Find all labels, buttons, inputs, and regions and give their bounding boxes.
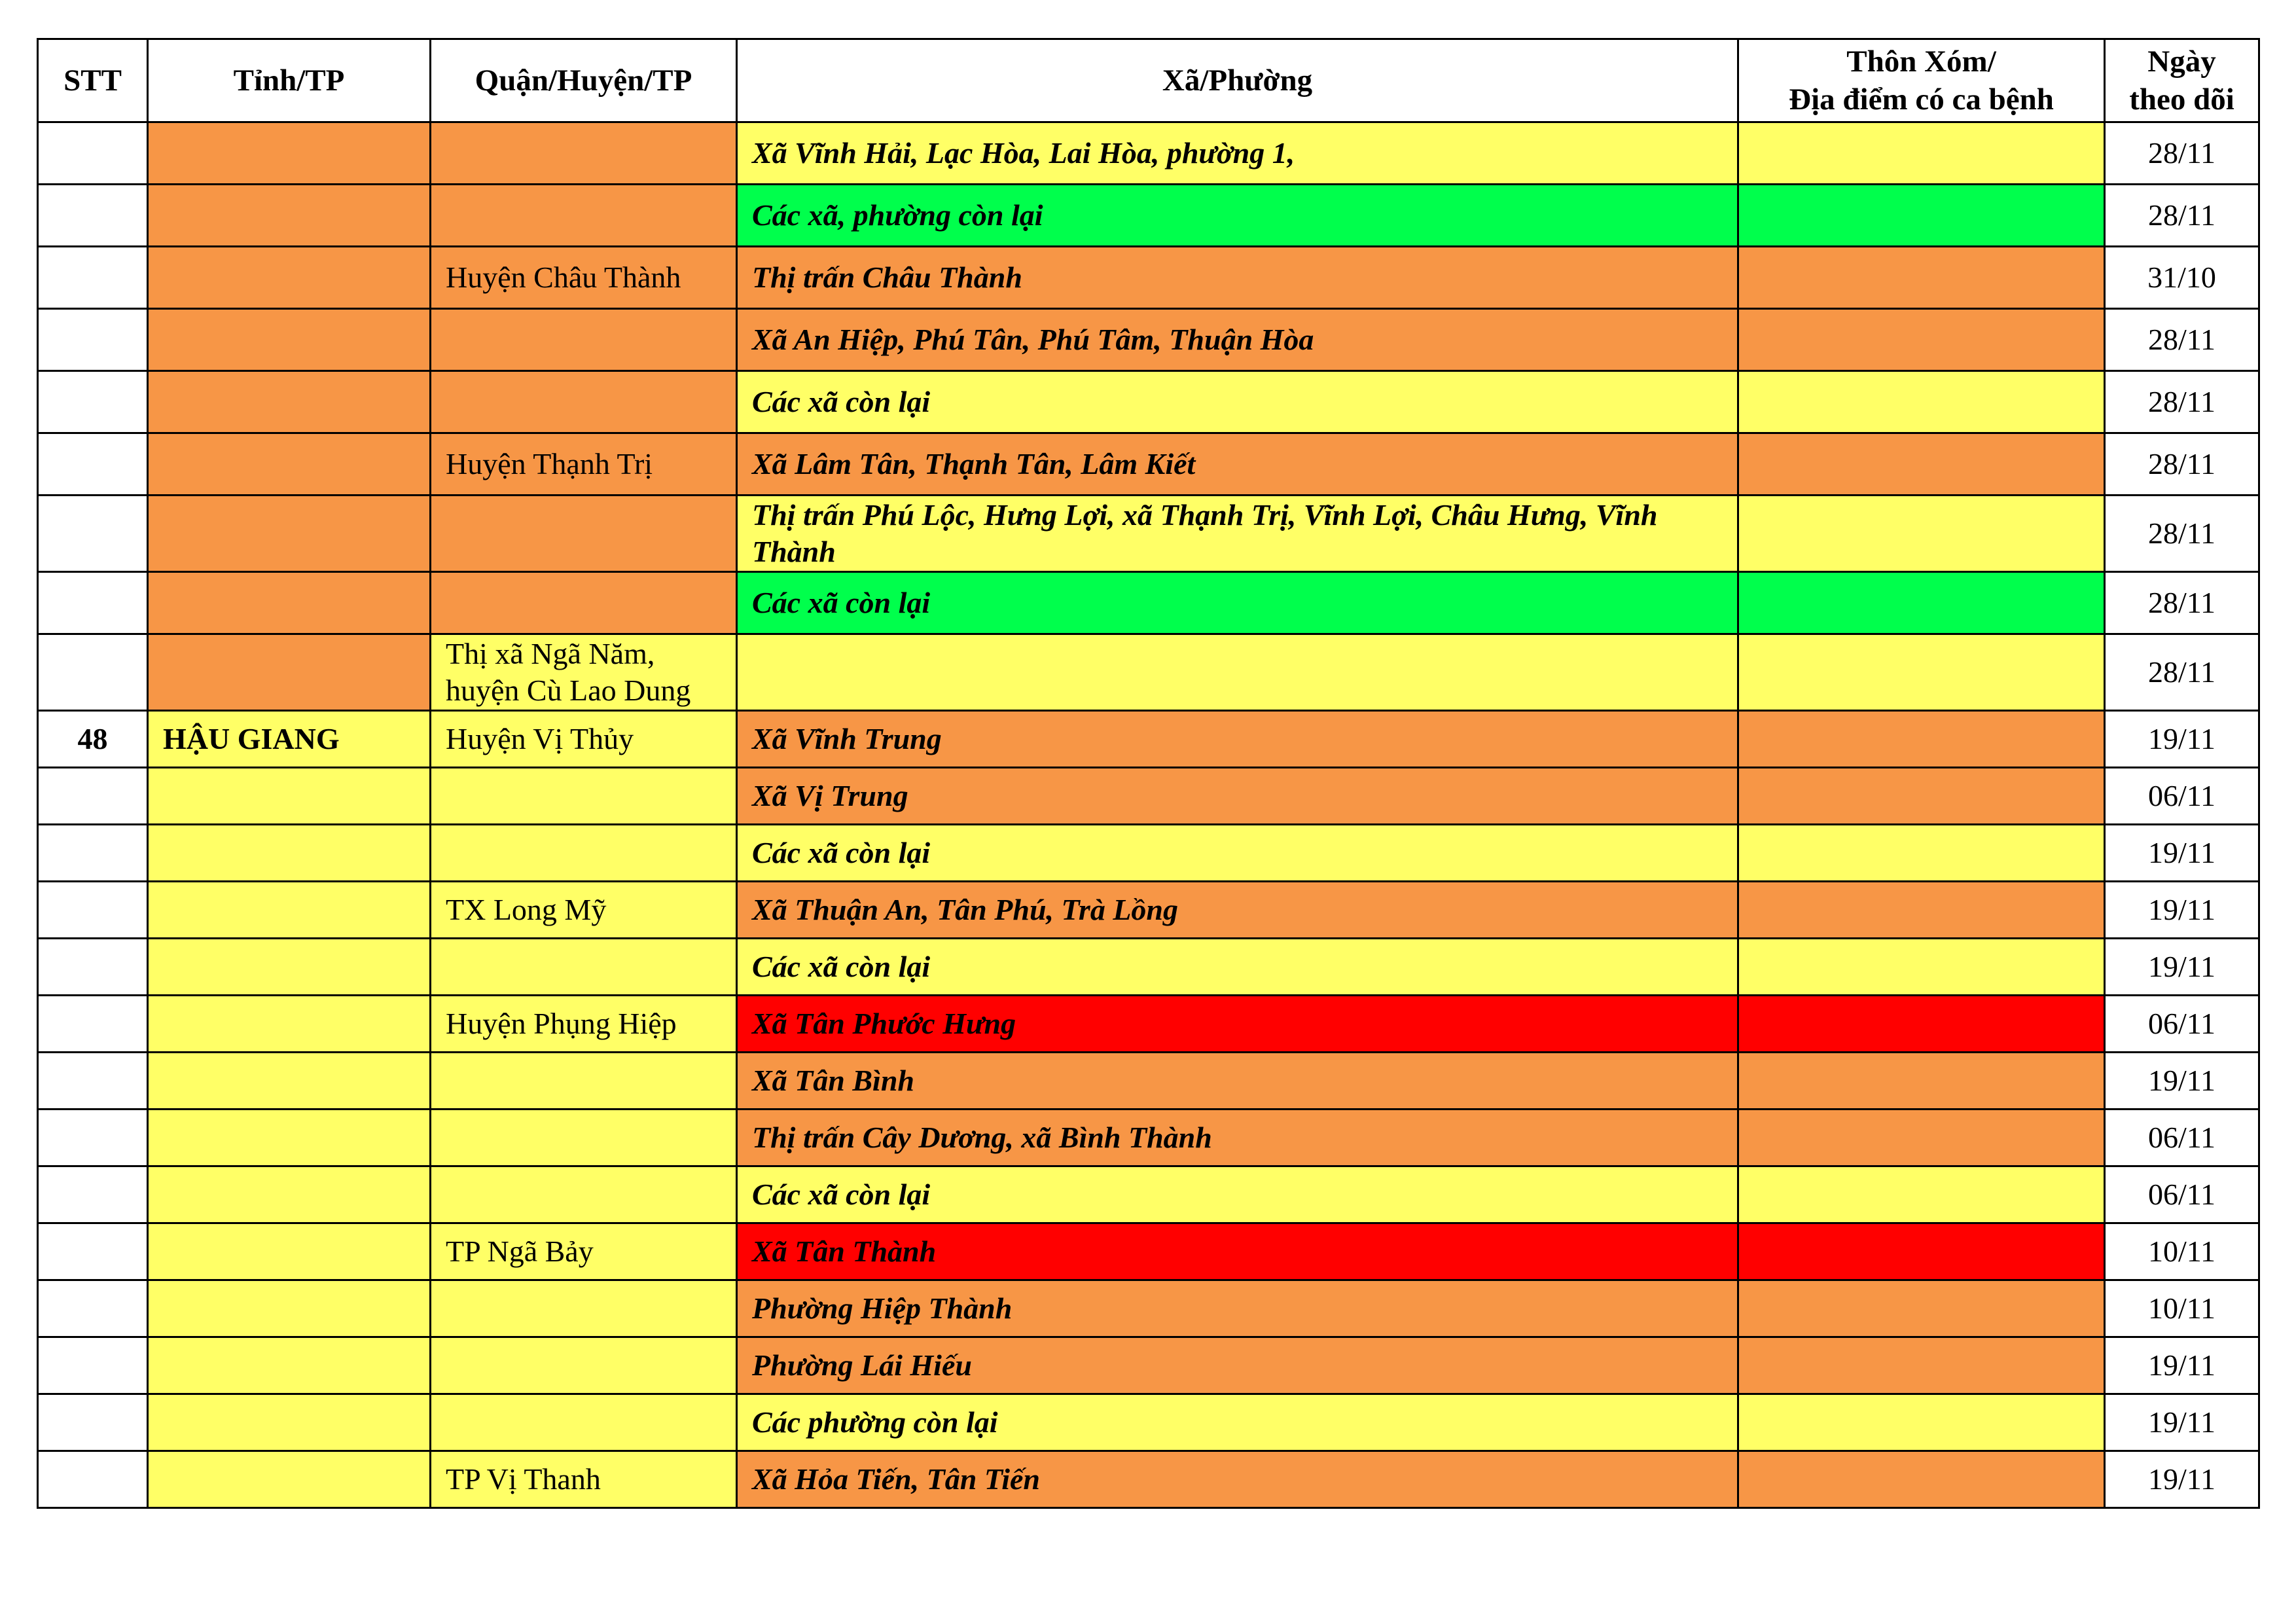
cell-tinh — [148, 1223, 431, 1280]
cell-ngay: 28/11 — [2105, 122, 2259, 185]
cell-quan: Huyện Vị Thủy — [431, 711, 737, 768]
cell-xa: Xã Tân Phước Hưng — [737, 996, 1738, 1053]
cell-thon — [1738, 1337, 2105, 1394]
cell-quan — [431, 1110, 737, 1166]
cell-ngay: 06/11 — [2105, 996, 2259, 1053]
cell-quan — [431, 1394, 737, 1451]
cell-ngay: 19/11 — [2105, 882, 2259, 939]
cell-stt — [38, 939, 148, 996]
cell-quan: Huyện Phụng Hiệp — [431, 996, 737, 1053]
cell-ngay: 06/11 — [2105, 1166, 2259, 1223]
cell-stt — [38, 1053, 148, 1110]
covid-zone-table — [37, 38, 2260, 1509]
cell-quan: TP Vị Thanh — [431, 1451, 737, 1508]
header-quan: Quận/Huyện/TP — [431, 39, 737, 122]
cell-ngay: 28/11 — [2105, 309, 2259, 371]
cell-ngay: 19/11 — [2105, 1053, 2259, 1110]
table-row — [38, 825, 2259, 882]
table-body — [38, 122, 2259, 1508]
cell-quan: Thị xã Ngã Năm, huyện Cù Lao Dung — [431, 634, 737, 711]
table-row — [38, 1394, 2259, 1451]
cell-xa: Các phường còn lại — [737, 1394, 1738, 1451]
cell-xa: Các xã còn lại — [737, 371, 1738, 433]
cell-ngay: 31/10 — [2105, 247, 2259, 309]
cell-tinh — [148, 1053, 431, 1110]
table-row — [38, 572, 2259, 634]
cell-thon — [1738, 939, 2105, 996]
cell-stt — [38, 371, 148, 433]
cell-thon — [1738, 1166, 2105, 1223]
cell-stt — [38, 996, 148, 1053]
cell-ngay: 06/11 — [2105, 1110, 2259, 1166]
cell-xa: Xã Vĩnh Hải, Lạc Hòa, Lai Hòa, phường 1, — [737, 122, 1738, 185]
cell-ngay: 28/11 — [2105, 371, 2259, 433]
cell-stt — [38, 882, 148, 939]
cell-ngay: 28/11 — [2105, 433, 2259, 496]
header-ngay-line1: Ngày — [2147, 45, 2216, 79]
cell-xa: Thị trấn Cây Dương, xã Bình Thành — [737, 1110, 1738, 1166]
cell-stt — [38, 1223, 148, 1280]
cell-thon — [1738, 1110, 2105, 1166]
cell-xa: Xã An Hiệp, Phú Tân, Phú Tâm, Thuận Hòa — [737, 309, 1738, 371]
cell-ngay: 28/11 — [2105, 496, 2259, 572]
header-ngay — [2105, 39, 2259, 122]
cell-thon — [1738, 247, 2105, 309]
cell-xa: Xã Lâm Tân, Thạnh Tân, Lâm Kiết — [737, 433, 1738, 496]
cell-thon — [1738, 309, 2105, 371]
cell-tinh — [148, 247, 431, 309]
table-row — [38, 309, 2259, 371]
cell-thon — [1738, 1394, 2105, 1451]
table-row — [38, 1223, 2259, 1280]
cell-xa: Xã Hỏa Tiến, Tân Tiến — [737, 1451, 1738, 1508]
cell-thon — [1738, 634, 2105, 711]
table-row — [38, 634, 2259, 711]
cell-quan — [431, 572, 737, 634]
table-row — [38, 1280, 2259, 1337]
cell-quan — [431, 185, 737, 247]
cell-xa: Phường Hiệp Thành — [737, 1280, 1738, 1337]
table-row — [38, 711, 2259, 768]
cell-xa: Xã Tân Thành — [737, 1223, 1738, 1280]
header-stt: STT — [38, 39, 148, 122]
table-row — [38, 1166, 2259, 1223]
cell-thon — [1738, 825, 2105, 882]
header-thon-line1: Thôn Xóm/ — [1846, 45, 1996, 79]
table-row — [38, 768, 2259, 825]
cell-tinh — [148, 1451, 431, 1508]
cell-tinh — [148, 1337, 431, 1394]
cell-quan — [431, 1053, 737, 1110]
cell-tinh — [148, 496, 431, 572]
cell-ngay: 19/11 — [2105, 1451, 2259, 1508]
cell-stt — [38, 433, 148, 496]
cell-quan — [431, 309, 737, 371]
cell-tinh — [148, 939, 431, 996]
cell-thon — [1738, 711, 2105, 768]
cell-thon — [1738, 371, 2105, 433]
cell-thon — [1738, 122, 2105, 185]
cell-stt — [38, 1166, 148, 1223]
cell-xa: Thị trấn Phú Lộc, Hưng Lợi, xã Thạnh Trị, Vĩnh Lợi, Châu Hưng, Vĩnh Thành — [737, 496, 1738, 572]
cell-tinh — [148, 825, 431, 882]
cell-ngay: 28/11 — [2105, 634, 2259, 711]
cell-stt: 48 — [38, 711, 148, 768]
cell-xa: Các xã còn lại — [737, 572, 1738, 634]
header-tinh: Tỉnh/TP — [148, 39, 431, 122]
cell-tinh — [148, 185, 431, 247]
cell-stt — [38, 572, 148, 634]
cell-ngay: 19/11 — [2105, 825, 2259, 882]
cell-quan — [431, 1280, 737, 1337]
cell-ngay: 19/11 — [2105, 711, 2259, 768]
cell-thon — [1738, 882, 2105, 939]
cell-stt — [38, 309, 148, 371]
cell-thon — [1738, 433, 2105, 496]
header-ngay-line2: theo dõi — [2129, 82, 2234, 117]
cell-thon — [1738, 1451, 2105, 1508]
cell-thon — [1738, 496, 2105, 572]
cell-thon — [1738, 768, 2105, 825]
cell-stt — [38, 1110, 148, 1166]
table-row — [38, 1110, 2259, 1166]
cell-xa: Thị trấn Châu Thành — [737, 247, 1738, 309]
cell-ngay: 19/11 — [2105, 939, 2259, 996]
cell-tinh — [148, 1280, 431, 1337]
cell-quan — [431, 371, 737, 433]
cell-tinh — [148, 768, 431, 825]
cell-quan — [431, 768, 737, 825]
cell-xa: Xã Thuận An, Tân Phú, Trà Lồng — [737, 882, 1738, 939]
cell-tinh — [148, 371, 431, 433]
table-row — [38, 247, 2259, 309]
table-row — [38, 122, 2259, 185]
cell-xa: Các xã còn lại — [737, 825, 1738, 882]
cell-thon — [1738, 572, 2105, 634]
header-thon-line2: Địa điểm có ca bệnh — [1789, 82, 2054, 117]
table-header-row — [38, 39, 2259, 122]
table-row — [38, 882, 2259, 939]
cell-tinh — [148, 882, 431, 939]
cell-quan — [431, 122, 737, 185]
cell-tinh — [148, 122, 431, 185]
cell-tinh — [148, 1166, 431, 1223]
cell-xa — [737, 634, 1738, 711]
cell-quan — [431, 825, 737, 882]
cell-tinh — [148, 634, 431, 711]
cell-quan: Huyện Thạnh Trị — [431, 433, 737, 496]
table-row — [38, 1053, 2259, 1110]
cell-ngay: 10/11 — [2105, 1223, 2259, 1280]
cell-stt — [38, 825, 148, 882]
cell-stt — [38, 1451, 148, 1508]
cell-xa: Xã Vĩnh Trung — [737, 711, 1738, 768]
cell-ngay: 28/11 — [2105, 572, 2259, 634]
header-thon — [1738, 39, 2105, 122]
cell-stt — [38, 1394, 148, 1451]
table-row — [38, 939, 2259, 996]
cell-tinh — [148, 309, 431, 371]
cell-stt — [38, 768, 148, 825]
cell-stt — [38, 247, 148, 309]
cell-tinh — [148, 996, 431, 1053]
cell-stt — [38, 122, 148, 185]
cell-ngay: 28/11 — [2105, 185, 2259, 247]
cell-tinh — [148, 1394, 431, 1451]
cell-quan — [431, 496, 737, 572]
cell-xa: Xã Tân Bình — [737, 1053, 1738, 1110]
cell-ngay: 19/11 — [2105, 1394, 2259, 1451]
cell-stt — [38, 1337, 148, 1394]
cell-quan: TX Long Mỹ — [431, 882, 737, 939]
table-row — [38, 371, 2259, 433]
cell-tinh — [148, 433, 431, 496]
cell-stt — [38, 496, 148, 572]
cell-xa: Các xã còn lại — [737, 939, 1738, 996]
table-row — [38, 1337, 2259, 1394]
cell-quan — [431, 1166, 737, 1223]
cell-xa: Các xã, phường còn lại — [737, 185, 1738, 247]
cell-ngay: 19/11 — [2105, 1337, 2259, 1394]
cell-tinh — [148, 1110, 431, 1166]
table-row — [38, 433, 2259, 496]
table-row — [38, 996, 2259, 1053]
cell-xa: Các xã còn lại — [737, 1166, 1738, 1223]
cell-stt — [38, 634, 148, 711]
cell-stt — [38, 1280, 148, 1337]
cell-thon — [1738, 996, 2105, 1053]
cell-quan: TP Ngã Bảy — [431, 1223, 737, 1280]
cell-tinh — [148, 572, 431, 634]
table-row — [38, 185, 2259, 247]
cell-stt — [38, 185, 148, 247]
cell-thon — [1738, 185, 2105, 247]
cell-ngay: 10/11 — [2105, 1280, 2259, 1337]
cell-thon — [1738, 1223, 2105, 1280]
header-xa: Xã/Phường — [737, 39, 1738, 122]
cell-quan — [431, 939, 737, 996]
cell-thon — [1738, 1053, 2105, 1110]
cell-xa: Phường Lái Hiếu — [737, 1337, 1738, 1394]
table-row — [38, 496, 2259, 572]
cell-quan: Huyện Châu Thành — [431, 247, 737, 309]
cell-quan — [431, 1337, 737, 1394]
cell-tinh: HẬU GIANG — [148, 711, 431, 768]
cell-xa: Xã Vị Trung — [737, 768, 1738, 825]
cell-thon — [1738, 1280, 2105, 1337]
cell-ngay: 06/11 — [2105, 768, 2259, 825]
table-row — [38, 1451, 2259, 1508]
